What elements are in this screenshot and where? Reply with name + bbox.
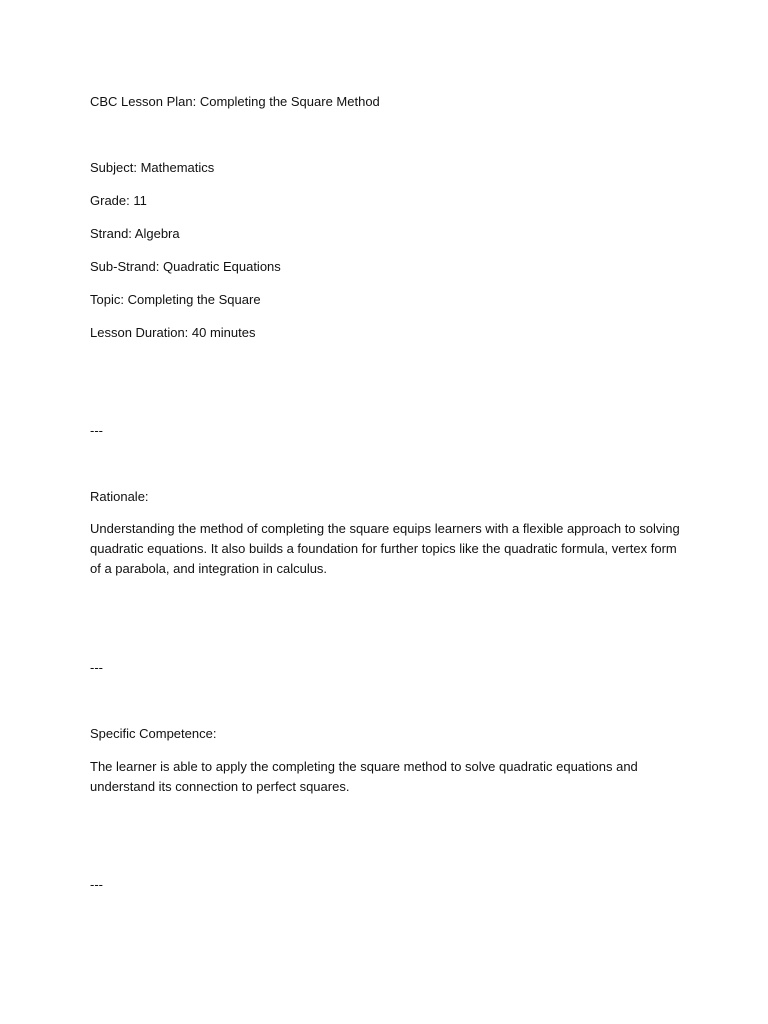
rationale-heading: Rationale: (90, 489, 149, 504)
duration-line: Lesson Duration: 40 minutes (90, 325, 256, 340)
specific-competence-paragraph (90, 757, 690, 797)
competence-line: The learner is able to apply the completing the square method to solve quadratic equations and (90, 759, 638, 774)
sub-strand-line: Sub-Strand: Quadratic Equations (90, 259, 281, 274)
separator-2: --- (90, 660, 103, 675)
rationale-paragraph (90, 519, 690, 579)
competence-line: understand its connection to perfect squares. (90, 779, 350, 794)
strand-line: Strand: Algebra (90, 226, 180, 241)
subject-line: Subject: Mathematics (90, 160, 215, 175)
grade-line: Grade: 11 (90, 193, 147, 208)
rationale-line: quadratic equations. It also builds a foundation for further topics like the quadratic formula, vertex form (90, 541, 677, 556)
topic-line: Topic: Completing the Square (90, 292, 261, 307)
document-title: CBC Lesson Plan: Completing the Square Method (90, 94, 380, 109)
separator-3: --- (90, 877, 103, 892)
rationale-line: of a parabola, and integration in calculus. (90, 561, 328, 576)
specific-competence-heading: Specific Competence: (90, 726, 217, 741)
separator-1: --- (90, 423, 103, 438)
rationale-line: Understanding the method of completing the square equips learners with a flexible approach to solving (90, 521, 680, 536)
